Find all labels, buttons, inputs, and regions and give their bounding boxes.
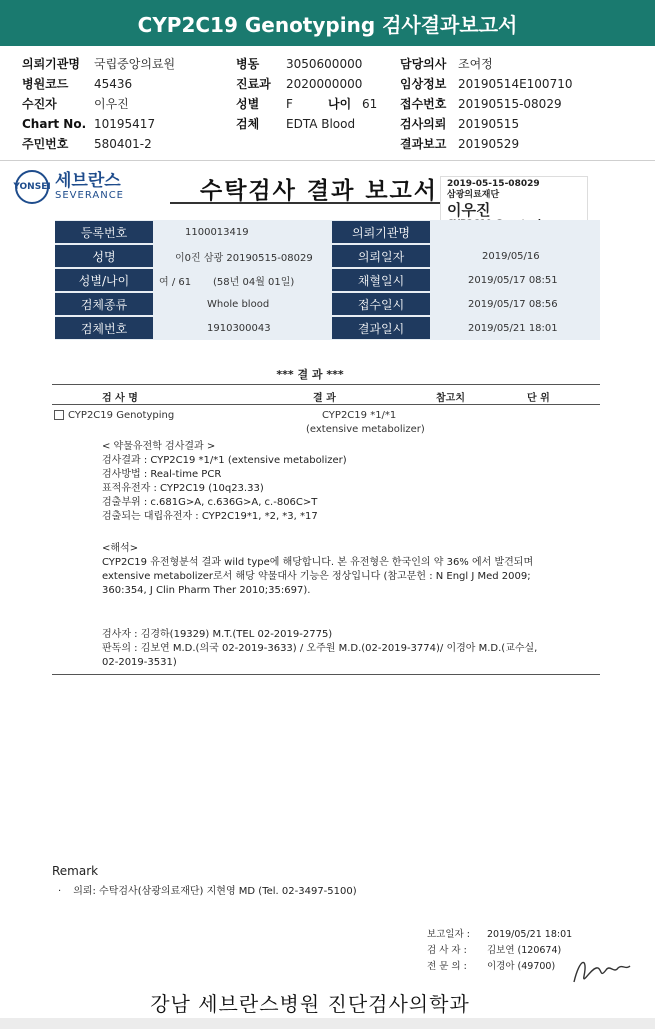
test-row: [54, 410, 174, 421]
info-row: 검체번호 1910300043 결과일시 2019/05/21 18:01: [55, 317, 600, 341]
header-field: Chart No. 10195417: [22, 117, 156, 131]
info-row: 성별/나이 여 / 61 (58년 04월 01일) 채혈일시 2019/05/17 08:51: [55, 269, 600, 293]
divider: [52, 404, 600, 405]
label-patient-name: 이우진: [447, 201, 491, 219]
lab-report-document: [10, 166, 610, 1018]
col-header-result: 결 과: [313, 393, 336, 404]
bullet-icon: ·: [58, 886, 62, 897]
patient-header: [0, 46, 655, 161]
label-number: 2019-05-15-08029: [447, 179, 540, 189]
header-field: 수진자 이우진: [22, 97, 129, 111]
pgx-result-block: < 약물유전학 검사결과 > 검사결과 : CYP2C19 *1/*1 (extensive metabolizer) 검사방법 : Real-time PCR 표적유전자 : CYP2C19 (10q23.33) 검출부위 : c.681G>A, c.636G>A, c.-806C>T 검출되는 대립유전자 : CYP2C19*1, *2, *3, *17: [102, 441, 347, 522]
logo-korean: 세브란스: [55, 171, 121, 191]
header-column-3: [400, 54, 572, 154]
bottom-margin: [0, 1018, 655, 1029]
label-lab: 삼광의료재단: [447, 190, 500, 200]
col-header-unit: 단 위: [527, 393, 550, 404]
examiner: 검사자 : 김경하(19329) M.T.(TEL 02-2019-2775): [102, 629, 333, 640]
result-phenotype: (extensive metabolizer): [306, 424, 425, 435]
report-title-bar: CYP2C19 Genotyping 검사결과보고서: [0, 0, 655, 46]
header-field: 병동 3050600000: [236, 57, 363, 71]
remark-title: Remark: [52, 864, 99, 878]
interpretation-block: <해석> CYP2C19 유전형분석 결과 wild type에 해당합니다. 본 유전형은 한국인의 약 36% 에서 발견되며 extensive metabolizer로서 해당 약물대사 기능은 정상입니다 (참고문헌 : N Engl J Med 2009; 360:354, J Clin Pharm Ther 2010;35:697).: [102, 543, 534, 596]
header-field: 의뢰기관명 국립중앙의료원: [22, 57, 176, 71]
header-field: 검사의뢰 20190515: [400, 117, 520, 131]
info-row: 검체종류 Whole blood 접수일시 2019/05/17 08:56: [55, 293, 600, 317]
signature-icon: [570, 952, 632, 992]
header-field: 검체 EDTA Blood: [236, 117, 356, 131]
logo-english: SEVERANCE: [55, 190, 124, 201]
result-value: CYP2C19 *1/*1: [322, 410, 397, 421]
heading-underline: [170, 202, 450, 204]
col-header-test: 검 사 명: [102, 393, 138, 404]
info-row: 등록번호 1100013419 의뢰기관명: [55, 221, 600, 245]
header-field: 병원코드 45436: [22, 77, 133, 91]
header-column-1: [22, 54, 175, 154]
sign-row: 보고일자 : 2019/05/21 18:01: [427, 929, 573, 940]
age-label: 나이: [328, 97, 352, 111]
header-field: 임상정보 20190514E100710: [400, 77, 573, 91]
checkbox-icon: [54, 410, 64, 420]
header-field: 진료과 2020000000: [236, 77, 363, 91]
yonsei-seal-icon: YONSEI: [15, 170, 49, 204]
report-heading: 수탁검사 결과 보고서: [200, 178, 438, 204]
divider: [52, 384, 600, 385]
header-field: 담당의사 조여정: [400, 57, 493, 71]
sign-row: 검 사 자 : 김보연 (120674): [427, 945, 562, 956]
remark-item: · 의뢰: 수탁검사(삼광의료재단) 지현영 MD (Tel. 02-3497-5100): [58, 886, 357, 897]
header-field: 결과보고 20190529: [400, 137, 520, 151]
col-header-ref: 참고치: [436, 393, 465, 404]
header-field: 성별 F 나이 61: [236, 94, 377, 114]
age-value: 61: [362, 97, 378, 111]
header-field: 주민번호 580401-2: [22, 137, 152, 151]
header-column-2: [236, 54, 377, 134]
interpretation-title: <해석>: [102, 543, 139, 554]
results-title: *** 결 과 ***: [276, 368, 344, 381]
test-name: CYP2C19 Genotyping: [68, 410, 175, 421]
severance-logo: [15, 170, 124, 204]
specimen-info-table: [55, 220, 600, 340]
info-row: 성명 이0진 삼광 20190515-08029 의뢰일자 2019/05/16: [55, 245, 600, 269]
signatories-block: 검사자 : 김경하(19329) M.T.(TEL 02-2019-2775) 판독의 : 김보연 M.D.(의국 02-2019-3633) / 오주원 M.D.(02-2019-3774)/ 이경아 M.D.(교수실, 02-2019-3531): [102, 629, 538, 668]
footer-department: 강남 세브란스병원 진단검사의학과: [150, 992, 470, 1016]
header-field: 접수번호 20190515-08029: [400, 97, 562, 111]
divider: [52, 674, 600, 675]
sign-row: 전 문 의 : 이경아 (49700): [427, 961, 556, 972]
